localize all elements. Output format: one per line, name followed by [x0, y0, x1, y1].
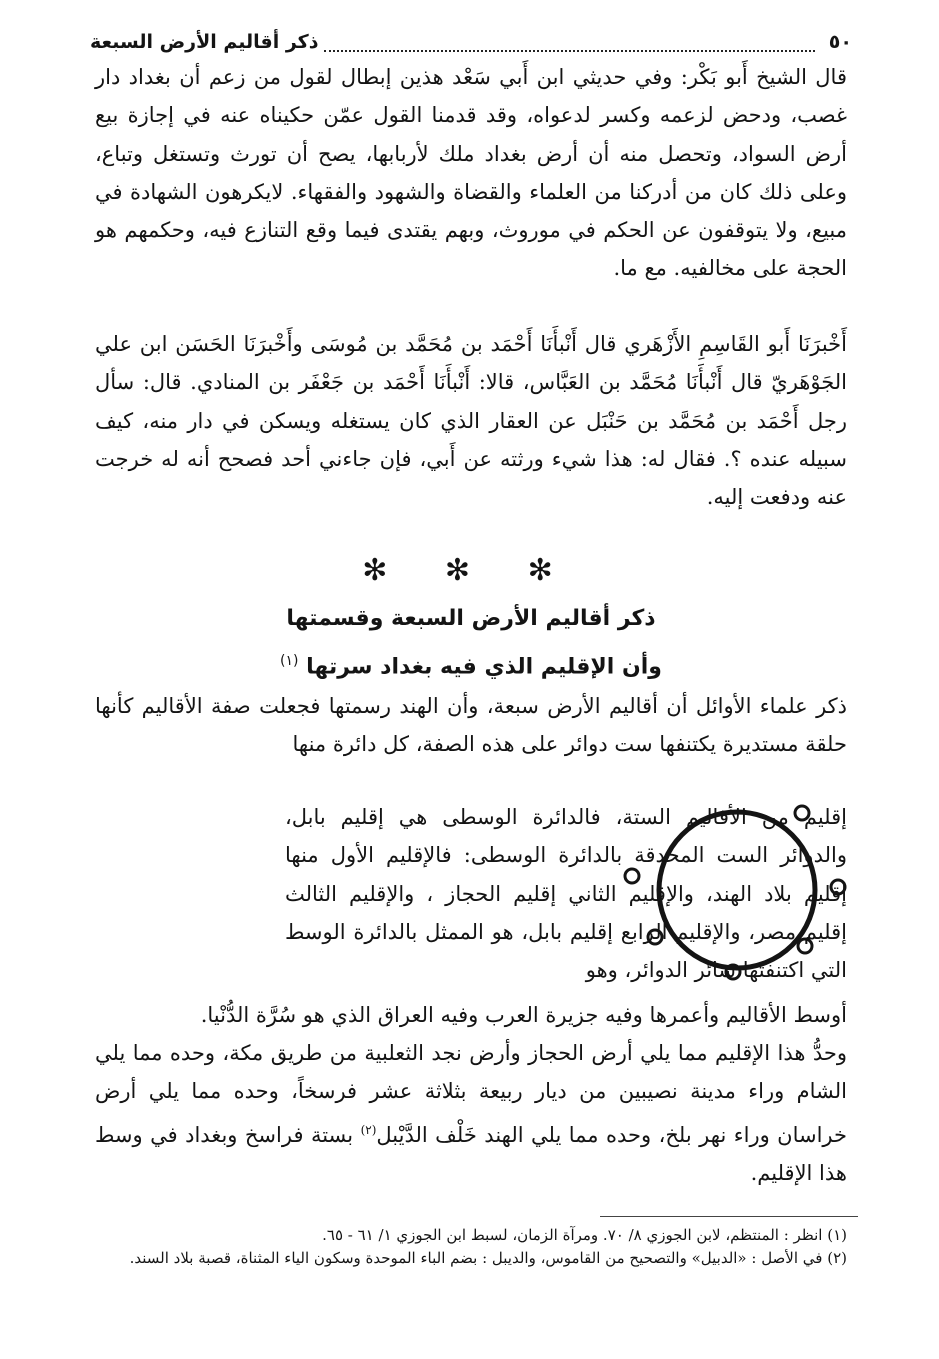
- footnotes: [95, 1224, 847, 1270]
- satellite-circle-5: [798, 939, 812, 953]
- climes-diagram: [618, 778, 858, 1003]
- paragraph-2: أَخْبرَنَا أَبو القَاسِمِ الأَزْهَري قال أَنْبأَنَا أَحْمَد بن مُحَمَّد بن مُوسَى وأَخْبرَنَا الحَسَن ابن علي الجَوْهَريّ قال أَنْبأَنَا مُحَمَّد بن العَبَّاس، قالا: أَنْبأَنَا أَحْمَد بن جَعْفَر بن المنادي. قال: سأل رجل أَحْمَد بن مُحَمَّد بن حَنْبَل عن العقار الذي كان يستغله ويسكن في دار منه، كيف سبيله عنده ؟. فقال له: هذا شيء ورثته عن أَبي، فإن جاءني أحد فصحح أنه له خرجت عنه ودفعت إليه.: [95, 332, 847, 510]
- footnote-ref-2[interactable]: (٢): [360, 1122, 377, 1137]
- paragraph-1: قال الشيخ أَبو بَكْر: وفي حديثي ابن أَبي سَعْد هذين إبطال لقول من زعم أن بغداد دار غصب، ودحض لزعمه وكسر لدعواه، وقد قدمنا القول عمّن حكيناه عنه في إجازة بيع أرض السواد، وتحصل منه أن أرض بغداد ملك لأربابها، يصح أن تورث وتستغل وتباع، وعلى ذلك كان من أدركنا من العلماء والقضاة والشهود والفقهاء. لايكرهون الشهادة في مبيع، ولا يتوقفون عن الحكم في موروث، وبهم يقتدى فيما وقع التنازع فيه، وحكمهم هو الحجة على مخالفيه. مع ما.: [95, 65, 847, 281]
- page-header: [90, 24, 852, 60]
- section-title-line-1: ذكر أقاليم الأرض السبعة وقسمتها: [286, 606, 656, 631]
- center-circle: [659, 812, 815, 968]
- section-title-line-2-text: وأن الإقليم الذي فيه بغداد سرتها: [306, 654, 662, 680]
- running-title: ذكر أقاليم الأرض السبعة: [90, 31, 319, 53]
- footnote-2: (٢) في الأصل : «الدبيل» والتصحيح من القاموس، والديبل : بضم الباء الموحدة وسكون الياء المثناة، قصبة بلاد السند.: [129, 1249, 847, 1267]
- section-title-line-2: [90, 640, 852, 688]
- section-title: [90, 598, 852, 688]
- page-number: ٥٠: [828, 31, 852, 53]
- header-leader-dots: [324, 42, 814, 52]
- paragraph-3: ذكر علماء الأوائل أن أقاليم الأرض سبعة، وأن الهند رسمتها فجعلت صفة الأقاليم كأنها حلقة مستديرة يكتنفها ست دوائر على هذه الصفة، كل دائرة منها: [95, 694, 847, 757]
- paragraph-6: [95, 1034, 847, 1192]
- footnote-ref-1[interactable]: (١): [280, 653, 299, 669]
- paragraph-6-text-b: بستة فراسخ وبغداد في وسط هذا الإقليم.: [95, 1122, 847, 1185]
- section-separator: ✻ ✻ ✻: [362, 553, 577, 588]
- footnote-divider: [600, 1216, 858, 1217]
- satellite-circle-3: [831, 880, 845, 894]
- paragraph-5: أوسط الأقاليم وأعمرها وفيه جزيرة العرب وفيه العراق الذي هو سُرَّة الدُّنْيا.: [200, 1003, 847, 1027]
- satellite-circle-2: [625, 869, 639, 883]
- paragraph-4: إقليم من الأقاليم الستة، فالدائرة الوسطى هي إقليم بابل، والدوائر الست المحدقة بالدائرة الوسطى: فالإقليم الأول منها إقليم بلاد الهند، والإقليم الثاني إقليم الحجاز ، والإقليم الثالث إقليم مصر، والإقليم الرابع إقليم بابل، هو الممثل بالدائرة الوسط التي اكتنفتها سائر الدوائر، وهو: [285, 805, 847, 983]
- satellite-circle-4: [648, 930, 662, 944]
- satellite-circle-1: [795, 806, 809, 820]
- paragraph-6-text-a: وحدُّ هذا الإقليم مما يلي أرض الحجاز وأرض نجد الثعلبية من طريق مكة، وحده مما يلي الشام وراء مدينة نصيبين من ديار ربيعة بثلاثة عشر فرسخاً، وحده مما يلي أرض خراسان وراء نهر بلخ، وحده مما يلي الهند خَلْف الدَّيْبل: [95, 1041, 847, 1147]
- footnote-1: (١) انظر : المنتظم، لابن الجوزي ٨/ ٧٠. ومرآة الزمان، لسبط ابن الجوزي ١/ ٦١ - ٦٥.: [322, 1226, 847, 1244]
